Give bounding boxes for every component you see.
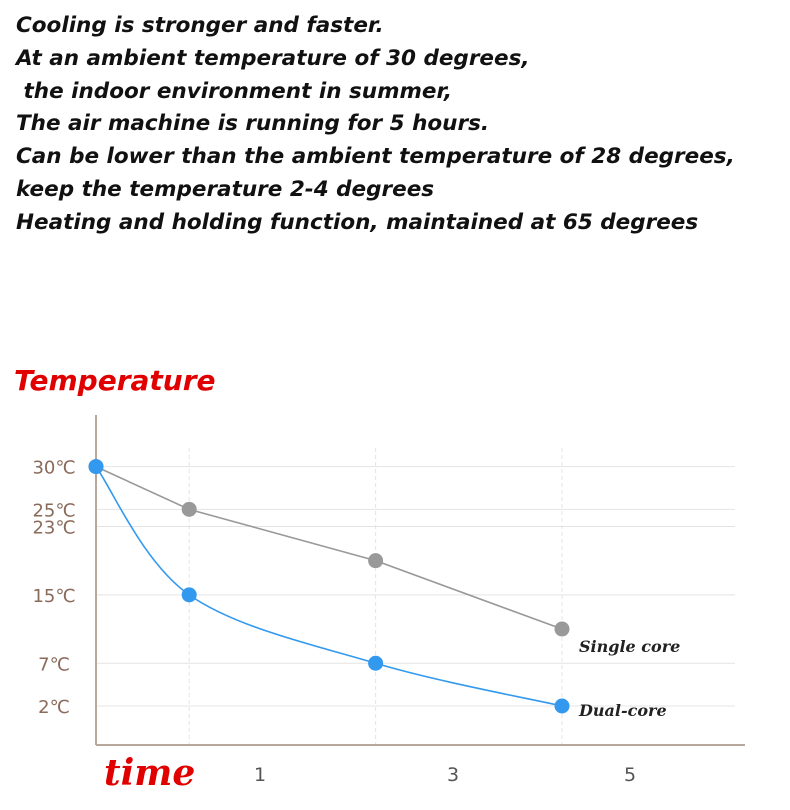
y-tick-label: 25℃ (32, 500, 76, 522)
data-point-single-core (182, 502, 197, 517)
y-tick-label: 15℃ (32, 585, 76, 607)
y-tick-label: 2℃ (38, 697, 70, 718)
data-point-dual-core (555, 699, 570, 714)
intro-line: keep the temperature 2-4 degrees (16, 176, 435, 202)
intro-line: At an ambient temperature of 30 degrees, (16, 45, 530, 71)
y-tick-label: 7℃ (38, 654, 70, 676)
intro-line: The air machine is running for 5 hours. (16, 111, 490, 137)
data-point-dual-core (182, 587, 197, 602)
series-line-single-core (96, 467, 562, 629)
intro-line: Cooling is stronger and faster. (16, 13, 384, 38)
series-label-dual-core: Dual-core (579, 701, 667, 720)
series-line-dual-core (96, 467, 562, 706)
intro-line: the indoor environment in summer, (16, 78, 453, 104)
intro-line: Can be lower than the ambient temperature of 28 degrees, (16, 144, 735, 170)
x-tick-label: 1 (253, 764, 267, 786)
y-tick-label: 23℃ (32, 517, 76, 539)
data-point-single-core (368, 553, 383, 568)
x-tick-label: 3 (446, 764, 460, 786)
data-point-dual-core (89, 459, 104, 474)
data-point-dual-core (368, 656, 383, 671)
chart-title: Temperature (14, 364, 216, 397)
data-point-single-core (555, 622, 570, 637)
series-label-single-core: Single core (579, 637, 681, 657)
intro-line: Heating and holding function, maintained at 65 degrees (16, 209, 699, 235)
x-axis-label: time (104, 752, 196, 794)
x-tick-label: 5 (623, 764, 637, 786)
y-tick-label: 30℃ (32, 457, 76, 479)
